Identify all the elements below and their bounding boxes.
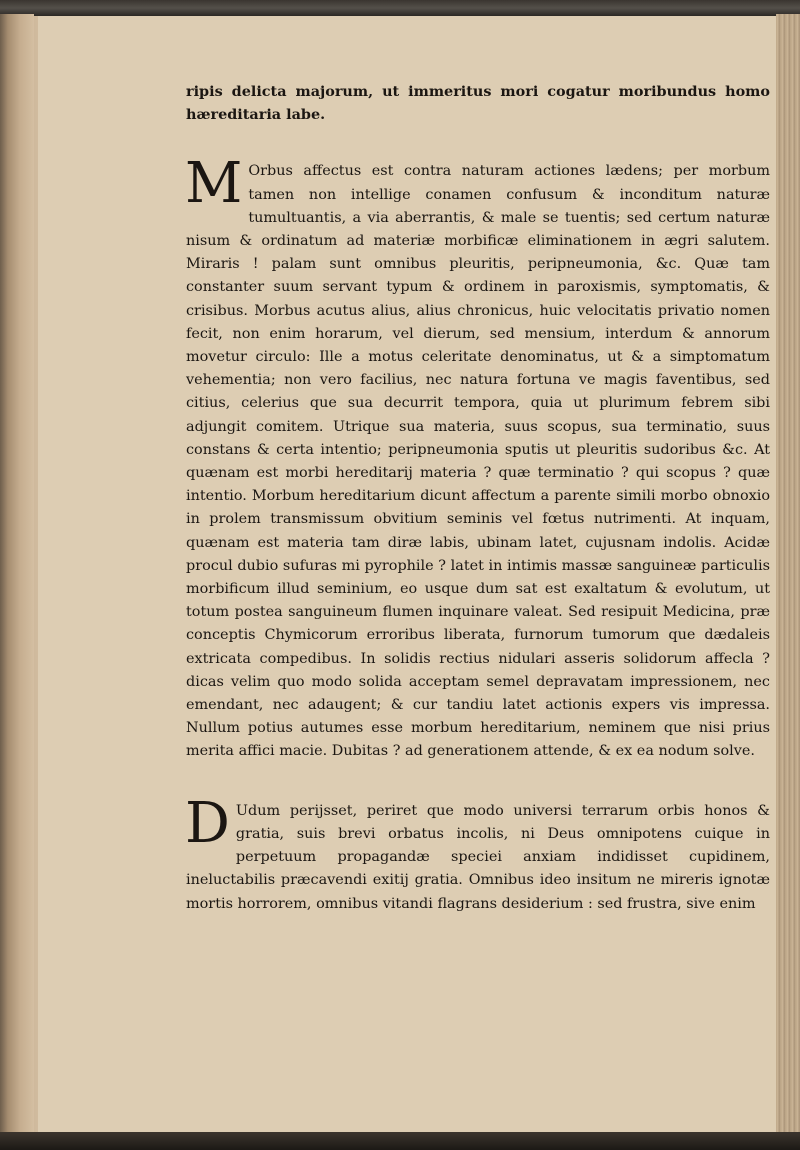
page-text [186, 80, 770, 916]
book-top-edge [0, 0, 800, 16]
book-binding [0, 14, 34, 1134]
continuation-text: ripis delicta majorum, ut immeritus mori cogatur moribundus homo hæreditaria labe. [186, 83, 770, 124]
book-bottom-edge [0, 1132, 800, 1150]
drop-cap-m: M [185, 151, 243, 217]
page-fore-edge [776, 14, 800, 1134]
paragraph-dudum [185, 790, 770, 916]
paragraph-dudum-text: Udum perijsset, periret que modo universi terrarum orbis honos & gratia, suis brevi orbatus incolis, ni Deus omnipotens cuique in perpetuum propagandæ speciei anxiam indidisset cupidinem, ineluctabilis præcavendi exitij gratia. Omnibus ideo insitum ne mireris ignotæ mortis horrorem, omnibus vitandi flagrans desiderium : sed frustra, sive enim [186, 802, 770, 912]
drop-cap-d: D [185, 790, 230, 856]
paragraph-morbus-text: Orbus affectus est contra naturam actiones lædens; per morbum tamen non intellige conamen confusum & inconditum naturæ tumultuantis, a via aberrantis, & male se tuentis; sed certum naturæ nisum & ordinatum ad materiæ morbificæ eliminationem in ægri salutem. Miraris ! palam sunt omnibus pleuritis, peripneumonia, &c. Quæ tam constanter suum servant typum & ordinem in paroxismis, symptomatis, & crisibus. Morbus acutus alius, alius chronicus, huic velocitatis privatio nomen fecit, non enim horarum, vel dierum, sed mensium, interdum & annorum movetur circulo: Ille a motus celeritate denominatus, ut & a simptomatum vehementia; non vero facilius, nec natura fortuna ve magis faventibus, sed citius, celerius que sua decurrit tempora, quia ut plurimum febrem sibi adjungit comitem. Utrique sua materia, suus scopus, sua terminatio, suus constans & certa intentio; peripneumonia sputis ut pleuritis sudoribus &c. At quænam est morbi hereditarij materia ? quæ terminatio ? qui scopus ? quæ intentio. Morbum hereditarium dicunt affectum a parente simili morbo obnoxio in prolem transmissum obvitium seminis vel fœtus nutrimenti. At inquam, quænam est materia tam diræ labis, ubinam latet, cujusnam indolis. Acidæ procul dubio sufuras mi pyrophile ? latet in intimis massæ sanguineæ particulis morbificum illud seminium, eo usque dum sat est exaltatum & evolutum, ut totum postea sanguineum flumen inquinare valeat. Sed resipuit Medicina, præ conceptis Chymicorum erroribus liberata, furnorum tumorum que dædaleis extricata compedibus. In solidis rectius nidulari asseris solidorum affecla ? dicas velim quo modo solida acceptam semel depravatam impressionem, nec emendant, nec adaugent; & cur tandiu latet actionis expers vis impressa. Nullum potius autumes esse morbum hereditarium, neminem que nisi prius merita affici macie. Dubitas ? ad generationem attende, & ex ea nodum solve. [186, 163, 770, 760]
paragraph-morbus [185, 151, 770, 763]
